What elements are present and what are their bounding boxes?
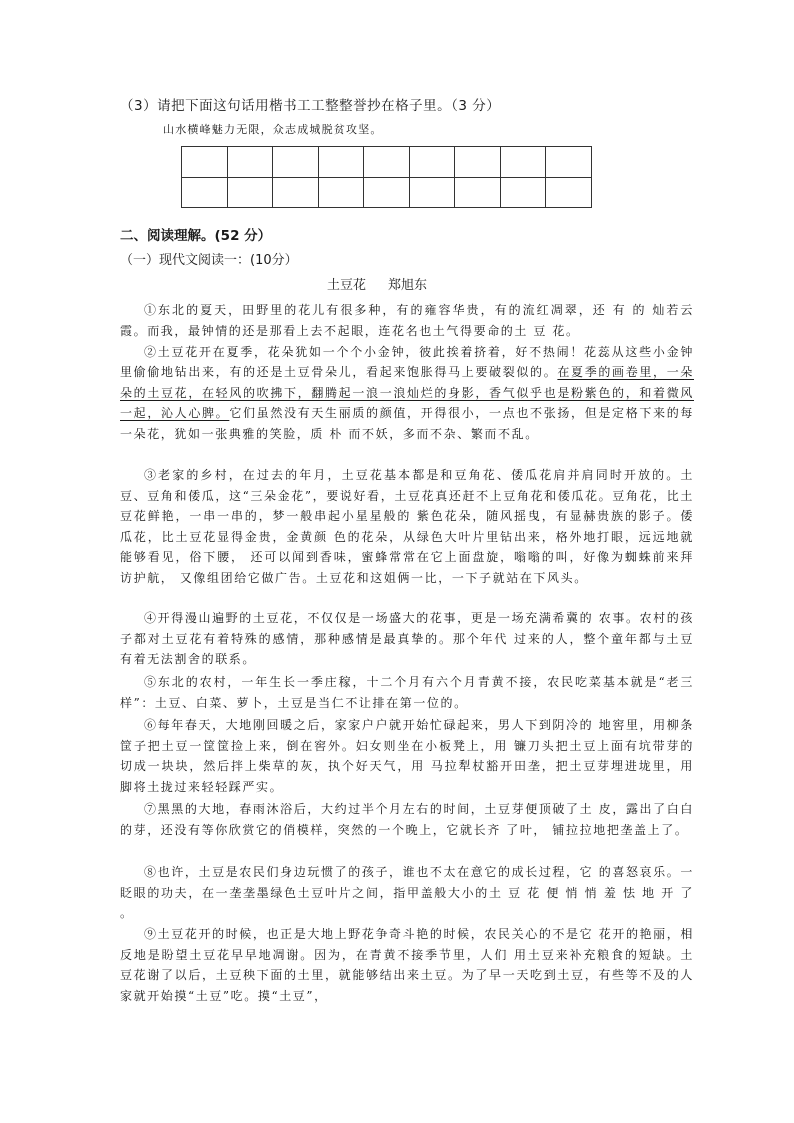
paragraph-6: ⑥每年春天，大地刚回暖之后，家家户户就开始忙碌起来，男人下到阴冷的 地窖里，用柳条筐子把土豆一筐筐捡上来，倒在窖外。妇女则坐在小板凳上，用 镰刀头把土豆上面有坑带芽的切成一块块，然后拌上柴草的灰，执个好天气，用 马拉犁杖豁开田垄，把土豆芽埋进垅里，用脚将土拢过来轻轻踩严实。	[120, 718, 694, 794]
copy-sentence: 山水横峰魅力无限，众志成城脱贫攻坚。	[163, 123, 383, 136]
article-author: 郑旭东	[388, 278, 428, 293]
underlined-sentence: 在夏季的画卷里，一朵朵的土豆花，在轻风的吹拂下，翻腾起一浪一浪灿烂的身影，香气似乎也是粉紫色的，和着微风一起，沁人心脾。	[120, 365, 694, 421]
paragraph-8: ⑧也许，土豆是农民们身边玩惯了的孩子，谁也不太在意它的成长过程，它 的喜怒哀乐。一眨眼的功夫，在一垄垄墨绿色土豆叶片之间，指甲盖般大小的土 豆 花 便 悄 悄 羞 怯 地 开 了 。	[120, 865, 694, 921]
grid-cell[interactable]	[182, 177, 228, 208]
writing-grid	[181, 146, 592, 208]
grid-cell[interactable]	[364, 147, 410, 178]
paragraph-2-start: ②土豆花开在夏季，花朵犹如一个个小金钟，彼此挨着挤着，好不热闹！花蕊从这些小金钟里偷偷地钻出来，有的还是土豆骨朵儿，看起来饱胀得马上要破裂似的。	[120, 345, 694, 380]
grid-cell[interactable]	[227, 147, 273, 178]
grid-cell[interactable]	[182, 147, 228, 178]
grid-cell[interactable]	[455, 147, 501, 178]
paragraph-3: ③老家的乡村，在过去的年月，土豆花基本都是和豆角花、倭瓜花肩并肩同时开放的。土豆、豆角和倭瓜，这“三朵金花”，要说好看，土豆花真还赶不上豆角花和倭瓜花。豆角花，比土豆花鲜艳，一串一串的，梦一般串起小星星般的 紫色花朵，随风摇曳，有显赫贵族的影子。倭瓜花，比土豆花显得金贵，金黄颜 色的花朵，从绿色大叶片里钻出来，格外地打眼，远远地就能够看见，俗下腰， 还可以闻到香味，蜜蜂常常在它上面盘旋，嗡嗡的叫，好像为蜘蛛前来拜访护航， 又像组团给它做广告。土豆花和这姐俩一比，一下子就站在下风头。	[120, 468, 694, 585]
paragraph-7: ⑦黑黑的大地，春雨沐浴后，大约过半个月左右的时间，土豆芽便顶破了土 皮，露出了白白的芽，还没有等你欣赏它的俏模样，突然的一个晚上，它就长齐 了叶， 铺拉拉地把垄盖上了。	[120, 802, 694, 837]
article-title-line	[327, 274, 427, 293]
grid-cell[interactable]	[273, 147, 319, 178]
grid-cell[interactable]	[455, 177, 501, 208]
grid-row	[182, 147, 592, 178]
paragraph-1: ①东北的夏天，田野里的花儿有很多种，有的雍容华贵，有的流红凋翠，还 有 的 灿若云霞。而我，最钟情的还是那看上去不起眼，连花名也土气得要命的土 豆 花。	[120, 303, 694, 338]
grid-cell[interactable]	[318, 147, 364, 178]
paragraph-2-end: 它们虽然没有天生丽质的颜值，开得很小，一点也不张扬，但是定格下来的每一朵花，犹如一张典雅的笑脸，质 朴 而不妖，多而不杂、繁而不乱。	[120, 406, 694, 441]
grid-cell[interactable]	[409, 177, 455, 208]
grid-cell[interactable]	[500, 177, 546, 208]
grid-cell[interactable]	[409, 147, 455, 178]
section-subheading: （一）现代文阅读一：(10分）	[120, 253, 298, 268]
grid-cell[interactable]	[364, 177, 410, 208]
paragraph-5: ⑤东北的农村，一年生长一季庄稼，十二个月有六个月青黄不接，农民吃菜基本就是“老三样”：土豆、白菜、萝卜，土豆是当仁不让排在第一位的。	[120, 675, 694, 710]
paragraph-4: ④开得漫山遍野的土豆花，不仅仅是一场盛大的花事，更是一场充满希冀的 农事。农村的孩子都对土豆花有着特殊的感情，那种感情是最真挚的。那个年代 过来的人，整个童年都与土豆有着无法割舍的联系。	[120, 611, 694, 667]
grid-cell[interactable]	[500, 147, 546, 178]
paragraph-2	[120, 342, 694, 444]
grid-cell[interactable]	[546, 177, 592, 208]
section-heading: 二、阅读理解。(52 分）	[120, 228, 272, 244]
grid-cell[interactable]	[318, 177, 364, 208]
grid-cell[interactable]	[273, 177, 319, 208]
grid-cell[interactable]	[227, 177, 273, 208]
grid-cell[interactable]	[546, 147, 592, 178]
article-title: 土豆花	[327, 278, 367, 293]
grid-row	[182, 177, 592, 208]
question-3-prompt: （3）请把下面这句话用楷书工工整整誉抄在格子里。（3 分）	[120, 98, 501, 114]
paragraph-9: ⑨土豆花开的时候，也正是大地上野花争奇斗艳的时候，农民关心的不是它 花开的艳丽，相反地是盼望土豆花早早地凋谢。因为，在青黄不接季节里，人们 用土豆来补充粮食的短缺。土豆花谢了以后，土豆秧下面的土里，就能够结出来土豆。为了早一天吃到土豆，有些等不及的人家就开始摸“土豆”吃。摸“土豆”，	[120, 927, 694, 1003]
